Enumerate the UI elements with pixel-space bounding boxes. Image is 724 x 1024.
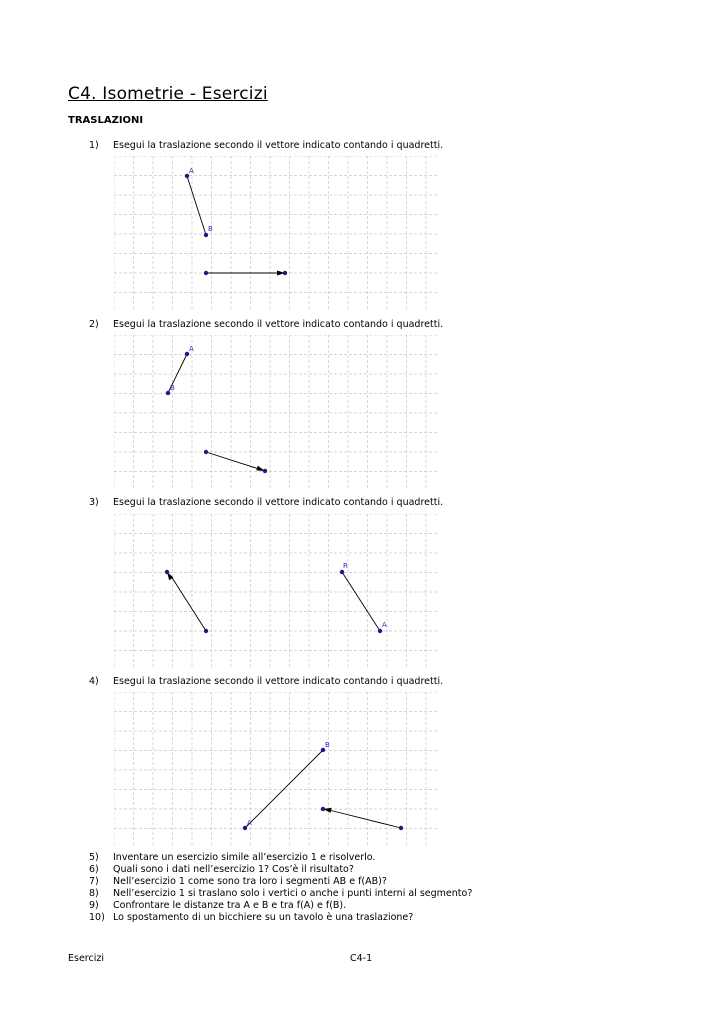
label-a: A (382, 621, 387, 629)
grid-exercise-3 (114, 514, 440, 670)
page-title: C4. Isometrie - Esercizi (68, 84, 268, 104)
grid-lines (114, 335, 438, 489)
exercise-text: Esegui la traslazione secondo il vettore indicato contando i quadretti. (113, 497, 444, 508)
question-item (89, 900, 472, 912)
point-r (340, 570, 344, 574)
grid-lines (114, 692, 438, 846)
exercise-text: Esegui la traslazione secondo il vettore indicato contando i quadretti. (113, 676, 444, 687)
vector-end-point (263, 469, 267, 473)
question-number: 5) (89, 852, 99, 863)
grid-exercise-1 (114, 156, 440, 312)
question-item (89, 864, 472, 876)
grid-svg-2 (114, 335, 440, 491)
vector-line (171, 576, 206, 631)
question-item (89, 912, 472, 924)
footer-label: Esercizi (68, 953, 104, 964)
vector-end-point (321, 807, 325, 811)
vector-start-point (204, 629, 208, 633)
grid-exercise-4 (114, 692, 440, 848)
vector-start-point (204, 271, 208, 275)
label-b: B (170, 384, 175, 392)
page-number: C4-1 (350, 953, 373, 964)
question-item (89, 876, 472, 888)
point-b (204, 233, 208, 237)
exercise-text: Esegui la traslazione secondo il vettore indicato contando i quadretti. (113, 140, 444, 151)
question-number: 10) (89, 911, 105, 923)
label-a: A (189, 345, 194, 353)
grid-lines (114, 514, 438, 668)
question-text: Nell’esercizio 1 come sono tra loro i segmenti AB e f(AB)? (113, 875, 387, 887)
vector-start-point (399, 826, 403, 830)
question-text: Quali sono i dati nell’esercizio 1? Cos’è il risultato? (113, 863, 354, 875)
segment-ba (245, 750, 323, 828)
question-number: 7) (89, 875, 99, 887)
exercise-number: 4) (89, 676, 99, 687)
label-b: B (325, 741, 330, 749)
question-item (89, 888, 472, 900)
vector-end-point (283, 271, 287, 275)
question-number: 8) (89, 887, 99, 899)
grid-exercise-2 (114, 335, 440, 491)
exercise-4 (89, 676, 443, 687)
vector-line (329, 810, 401, 828)
exercise-1 (89, 140, 443, 151)
vector-line (206, 452, 259, 469)
label-a: A (247, 819, 252, 827)
question-number: 9) (89, 899, 99, 911)
segment-ab (187, 176, 206, 235)
vector-start-point (204, 450, 208, 454)
vector-end-point (165, 570, 169, 574)
exercise-2 (89, 319, 443, 330)
question-text: Lo spostamento di un bicchiere su un tavolo è una traslazione? (113, 911, 414, 923)
grid-svg-4 (114, 692, 440, 848)
question-text: Confrontare le distanze tra A e B e tra f(A) e f(B). (113, 899, 347, 911)
question-text: Nell’esercizio 1 si traslano solo i vertici o anche i punti interni al segmento? (113, 887, 473, 899)
point-a (378, 629, 382, 633)
grid-svg-1 (114, 156, 440, 312)
question-item (89, 852, 472, 864)
question-text: Inventare un esercizio simile all’esercizio 1 e risolverlo. (113, 852, 376, 863)
exercise-number: 1) (89, 140, 99, 151)
question-number: 6) (89, 863, 99, 875)
question-list (89, 852, 472, 923)
exercise-3 (89, 497, 443, 508)
exercise-number: 2) (89, 319, 99, 330)
exercise-number: 3) (89, 497, 99, 508)
grid-lines (114, 156, 438, 310)
label-b: B (208, 225, 213, 233)
grid-svg-3 (114, 514, 440, 670)
exercise-text: Esegui la traslazione secondo il vettore indicato contando i quadretti. (113, 319, 444, 330)
label-r: R (343, 562, 348, 570)
section-heading: TRASLAZIONI (68, 115, 144, 126)
label-a: A (189, 167, 194, 175)
